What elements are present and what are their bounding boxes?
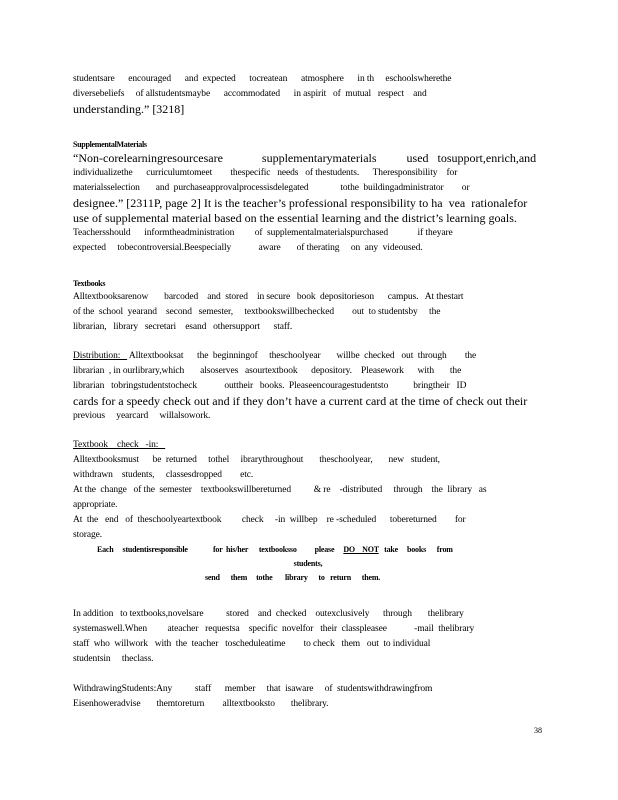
text-line: WithdrawingStudents:Any staff member that isaware of studentswithdrawingfrom — [73, 684, 433, 694]
distribution-label: Distribution: — [73, 351, 128, 361]
checkin-label: Textbook check -in: — [73, 440, 166, 450]
text-line: storage. — [73, 530, 103, 540]
text-line: Alltextbooksmust be returned tothel ibrarythroughout theschoolyear, new student, — [73, 455, 440, 465]
text-line: previous yearcard willalsowork. — [73, 411, 211, 421]
text-line: librarian , in ourlibrary,which alsoserves asourtextbook depository. Pleasework with the — [73, 366, 462, 376]
text-span: take books from — [378, 545, 453, 554]
text-line: cards for a speedy check out and if they don’t have a current card at the time of check out their — [73, 394, 528, 408]
distribution-section — [73, 349, 543, 424]
page-number: 38 — [534, 726, 542, 735]
text-line: understanding.” [3218] — [73, 102, 185, 116]
intro-paragraph — [73, 72, 543, 117]
responsibility-note: students, — [293, 559, 323, 568]
textbook-checkin-section — [73, 438, 543, 585]
text-line: In addition to textbooks,novelsare stored and checked outexclusively through thelibrary — [73, 609, 464, 619]
document-page — [73, 72, 543, 712]
novels-section — [73, 607, 543, 667]
text-line — [73, 349, 543, 364]
text-line: studentsin theclass. — [73, 654, 154, 664]
text-line: use of supplemental material based on the essential learning and the district’s learning goals. — [73, 211, 517, 225]
text-line: individualizethe curriculumtomeet thespecific needs of thestudents. Theresponsibility for — [73, 168, 458, 178]
textbooks-section — [73, 278, 543, 335]
text-line: At the end of theschoolyeartextbook check -in willbep re -scheduled tobereturned for — [73, 515, 466, 525]
section-heading: Textbooks — [73, 279, 106, 288]
supplemental-materials-section — [73, 139, 543, 256]
text-line: Teachersshould informtheadministration of supplementalmaterialspurchased if theyare — [73, 228, 453, 238]
text-line: librarian tobringstudentstocheck outtheir books. Pleaseencouragestudentsto bringtheir ID — [73, 381, 467, 391]
text-line: studentsare encouraged and expected tocreatean atmosphere in th eschoolswherethe — [73, 74, 452, 84]
do-not-emphasis: DO NOT — [343, 545, 379, 554]
text-line: appropriate. — [73, 500, 118, 510]
withdrawing-students-section — [73, 682, 543, 712]
responsibility-note — [73, 543, 543, 557]
text-line: diversebeliefs of allstudentsmaybe accommodated in aspirit of mutual respect and — [73, 89, 427, 99]
text-span: Each studentisresponsible for his/her textbooksso please — [97, 545, 344, 554]
text-line: Eisenhoweradvise themtoreturn alltextbooksto thelibrary. — [73, 699, 329, 709]
text-line: At the change of the semester textbookswillbereturned & re -distributed through the library as — [73, 485, 487, 495]
text-line: “Non-corelearningresourcesare supplementarymaterials used tosupport,enrich,and — [73, 151, 537, 165]
text-line: Alltextbooksarenow barcoded and stored in secure book depositorieson campus. At thestart — [73, 292, 464, 302]
section-heading: SupplementalMaterials — [73, 140, 147, 149]
text-line: systemaswell.When ateacher requestsa specific novelfor their classpleasee -mail thelibrary — [73, 624, 475, 634]
text-line: of the school yearand second semester, textbookswillbechecked out to studentsby the — [73, 307, 441, 317]
text-line: materialsselection and purchaseapprovalprocessisdelegated tothe buildingadministrator or — [73, 183, 470, 193]
text-line: designee.” [2311P, page 2] It is the teacher’s professional responsibility to ha vea rationalefor — [73, 196, 528, 210]
text-line: librarian, library secretari esand othersupport staff. — [73, 322, 293, 332]
text-line: withdrawn students, classesdropped etc. — [73, 470, 254, 480]
text-line: expected tobecontroversial.Beespecially aware of therating on any videoused. — [73, 243, 423, 253]
responsibility-note: send them tothe library to return them. — [205, 573, 381, 582]
text-span: Alltextbooksat the beginningof theschoolyear willbe checked out through the — [127, 351, 477, 361]
text-line: staff who willwork with the teacher toscheduleatime to check them out to individual — [73, 639, 431, 649]
